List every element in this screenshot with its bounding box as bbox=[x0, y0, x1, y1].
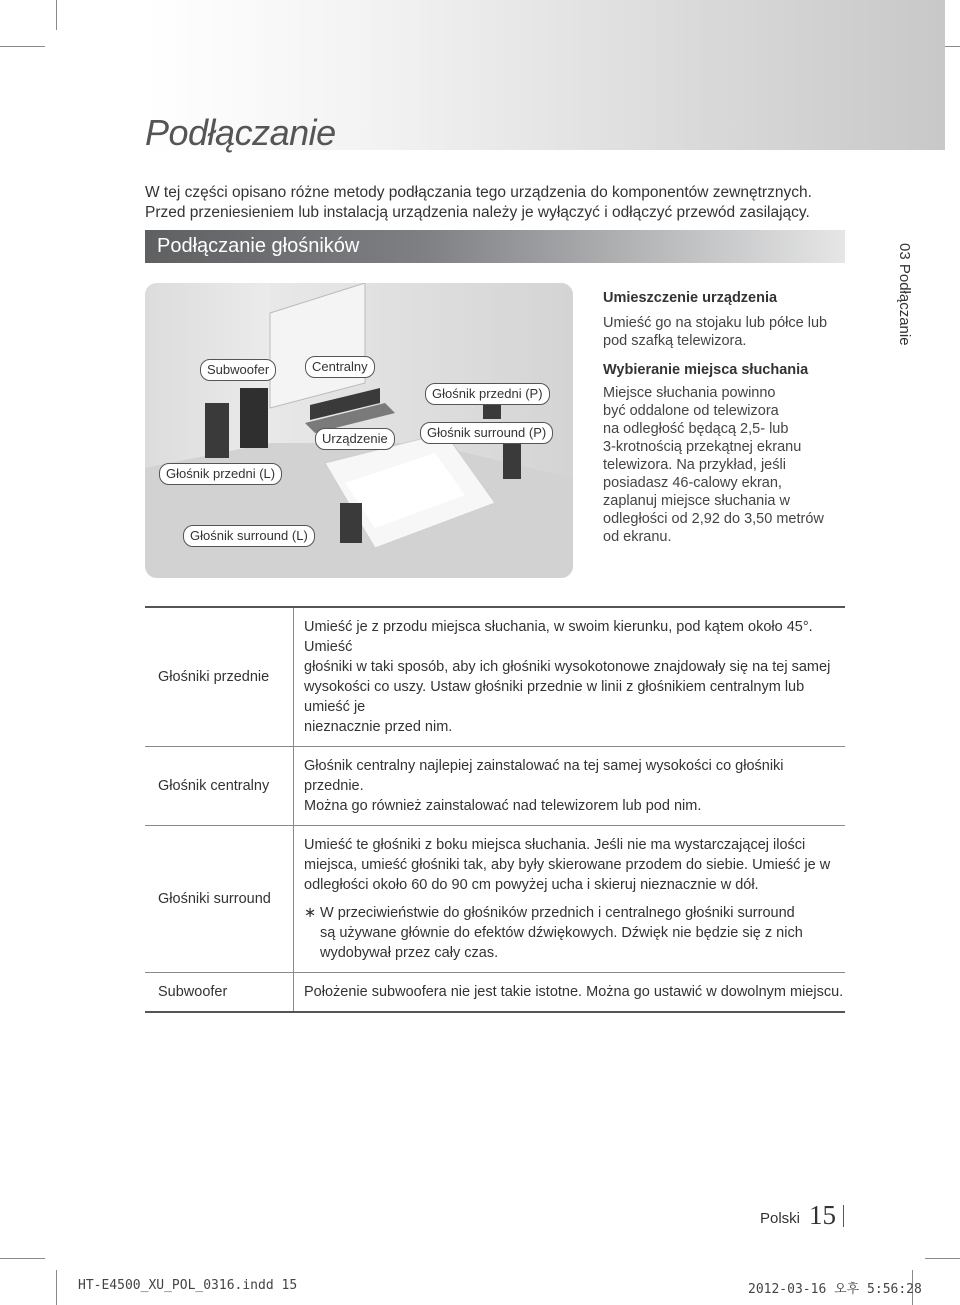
desc-line: Umieść je z przodu miejsca słuchania, w swoim kierunku, pod kątem około 45°. Umieść bbox=[304, 619, 813, 655]
subwoofer-box bbox=[240, 388, 268, 448]
listening-text: odległości od 2,92 do 3,50 metrów bbox=[603, 511, 824, 527]
row-label: Głośnik centralny bbox=[145, 747, 294, 826]
row-description bbox=[294, 747, 846, 826]
placement-info bbox=[603, 290, 848, 546]
placement-text: Umieść go na stojaku lub półce lub bbox=[603, 315, 828, 331]
side-tab-label: 03 Podłączanie bbox=[896, 243, 913, 346]
page-title: Podłączanie bbox=[145, 112, 336, 153]
intro-line: W tej części opisano różne metody podłączania tego urządzenia do komponentów zewnętrznych. bbox=[145, 184, 812, 201]
note-line: są używane głównie do efektów dźwiękowych. Dźwięk nie będzie się z nich bbox=[320, 925, 803, 941]
footer-language: Polski bbox=[760, 1210, 801, 1227]
row-description bbox=[294, 973, 846, 1013]
note-line: W przeciwieństwie do głośników przednich i centralnego głośniki surround bbox=[320, 905, 795, 921]
intro-line: Przed przeniesieniem lub instalacją urządzenia należy je wyłączyć i odłączyć przewód zasilający. bbox=[145, 204, 810, 221]
print-slug-file: HT-E4500_XU_POL_0316.indd 15 bbox=[78, 1278, 298, 1293]
listening-text: od ekranu. bbox=[603, 529, 672, 545]
desc-line: miejsca, umieść głośniki tak, aby były skierowane przodem do siebie. Umieść je w bbox=[304, 857, 831, 873]
page-number: 15 bbox=[809, 1200, 836, 1230]
crop-mark bbox=[0, 1258, 45, 1259]
label-surround-left: Głośnik surround (L) bbox=[183, 525, 315, 547]
listening-text: telewizora. Na przykład, jeśli bbox=[603, 457, 786, 473]
desc-line: nieznacznie przed nim. bbox=[304, 719, 453, 735]
crop-mark bbox=[0, 46, 45, 47]
crop-mark bbox=[925, 1258, 960, 1259]
listening-text: być oddalone od telewizora bbox=[603, 403, 779, 419]
speaker-layout-diagram bbox=[145, 283, 573, 578]
footer-divider bbox=[843, 1205, 844, 1227]
desc-line: odległości około 60 do 90 cm powyżej ucha i skieruj nieznacznie w dół. bbox=[304, 877, 759, 893]
label-subwoofer: Subwoofer bbox=[200, 359, 276, 381]
row-label: Subwoofer bbox=[145, 973, 294, 1013]
table-row bbox=[145, 607, 845, 747]
row-description bbox=[294, 607, 846, 747]
label-centralny: Centralny bbox=[305, 356, 375, 378]
section-header bbox=[145, 230, 845, 263]
surround-right-speaker bbox=[503, 443, 521, 479]
side-tab bbox=[893, 243, 913, 363]
listening-heading: Wybieranie miejsca słuchania bbox=[603, 362, 809, 378]
table-row bbox=[145, 747, 845, 826]
listening-text: Miejsce słuchania powinno bbox=[603, 385, 776, 401]
note bbox=[304, 903, 845, 963]
label-urzadzenie: Urządzenie bbox=[315, 428, 395, 450]
label-surround-right: Głośnik surround (P) bbox=[420, 422, 553, 444]
crop-mark bbox=[56, 1270, 57, 1305]
desc-line: głośniki w taki sposób, aby ich głośniki wysokotonowe znajdowały się na tej samej bbox=[304, 659, 831, 675]
desc-line: Umieść te głośniki z boku miejsca słuchania. Jeśli nie ma wystarczającej ilości bbox=[304, 837, 806, 853]
listening-text: na odległość będącą 2,5- lub bbox=[603, 421, 789, 437]
note-asterisk-icon: ∗ bbox=[304, 905, 317, 921]
surround-left-speaker bbox=[340, 503, 362, 543]
desc-line: Można go również zainstalować nad telewizorem lub pod nim. bbox=[304, 798, 702, 814]
front-left-speaker bbox=[205, 403, 229, 458]
label-front-right: Głośnik przedni (P) bbox=[425, 383, 550, 405]
desc-line: wysokości co uszy. Ustaw głośniki przednie w linii z głośnikiem centralnym lub umieść je bbox=[304, 679, 805, 715]
label-front-left: Głośnik przedni (L) bbox=[159, 463, 282, 485]
section-title: Podłączanie głośników bbox=[157, 235, 360, 257]
listening-text: 3-krotnością przekątnej ekranu bbox=[603, 439, 802, 455]
placement-heading: Umieszczenie urządzenia bbox=[603, 290, 778, 306]
listening-text: zaplanuj miejsce słuchania w bbox=[603, 493, 790, 509]
table-row bbox=[145, 973, 845, 1013]
desc-line: Głośnik centralny najlepiej zainstalować na tej samej wysokości co głośniki przednie. bbox=[304, 758, 784, 794]
row-label: Głośniki surround bbox=[145, 826, 294, 973]
crop-mark bbox=[56, 0, 57, 30]
speaker-table bbox=[145, 606, 845, 1013]
table-row bbox=[145, 826, 845, 973]
row-description bbox=[294, 826, 846, 973]
note-line: wydobywał przez cały czas. bbox=[320, 945, 499, 961]
row-label: Głośniki przednie bbox=[145, 607, 294, 747]
desc-line: Położenie subwoofera nie jest takie istotne. Można go ustawić w dowolnym miejscu. bbox=[304, 984, 844, 1000]
listening-text: posiadasz 46-calowy ekran, bbox=[603, 475, 782, 491]
intro-text bbox=[145, 183, 835, 223]
placement-text: pod szafką telewizora. bbox=[603, 333, 747, 349]
print-slug-date: 2012-03-16 오후 5:56:28 bbox=[748, 1282, 922, 1297]
